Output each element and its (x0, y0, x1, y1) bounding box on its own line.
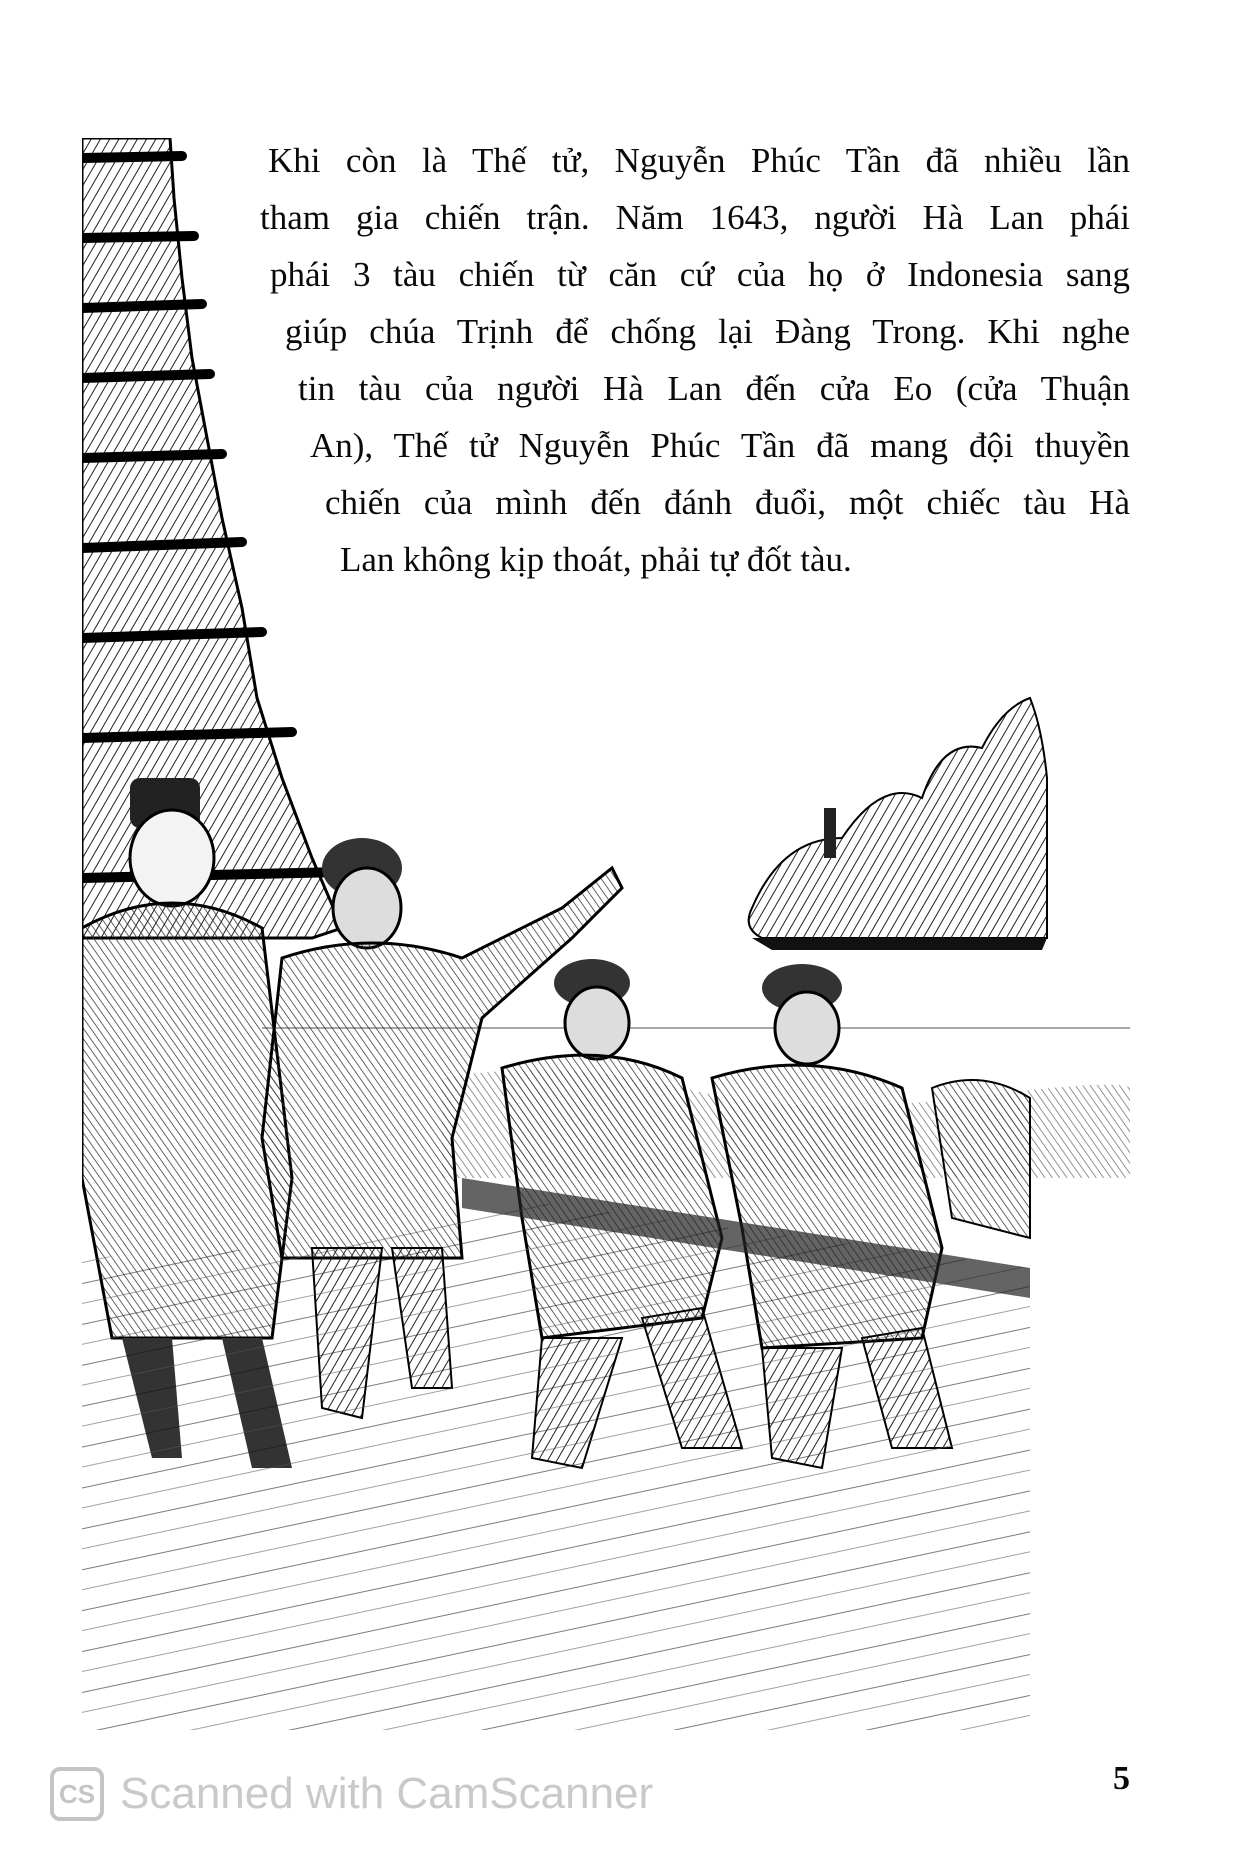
paragraph-line-6: An), Thế tử Nguyễn Phúc Tần đã mang đội thuyền (310, 426, 1130, 465)
page-number: 5 (1113, 1760, 1130, 1797)
deck (82, 1178, 1030, 1730)
paragraph-line-1: Khi còn là Thế tử, Nguyễn Phúc Tần đã nhiều lần (268, 141, 1130, 180)
paragraph-line-5: tin tàu của người Hà Lan đến cửa Eo (cửa Thuận (298, 369, 1130, 408)
paragraph-line-2: tham gia chiến trận. Năm 1643, người Hà Lan phái (260, 198, 1130, 237)
crew-figure-3 (932, 1080, 1030, 1238)
paragraph-line-7: chiến của mình đến đánh đuổi, một chiếc tàu Hà (325, 483, 1130, 522)
camscanner-logo-icon: CS (50, 1767, 104, 1821)
burning-ship (749, 698, 1047, 950)
paragraph-line-4: giúp chúa Trịnh để chống lại Đàng Trong. Khi nghe (285, 312, 1130, 351)
paragraph-line-3: phái 3 tàu chiến từ căn cứ của họ ở Indonesia sang (270, 255, 1130, 294)
camscanner-watermark (50, 1764, 653, 1824)
watermark-text: Scanned with CamScanner (120, 1769, 654, 1818)
paragraph-line-8: Lan không kịp thoát, phải tự đốt tàu. (340, 540, 852, 579)
